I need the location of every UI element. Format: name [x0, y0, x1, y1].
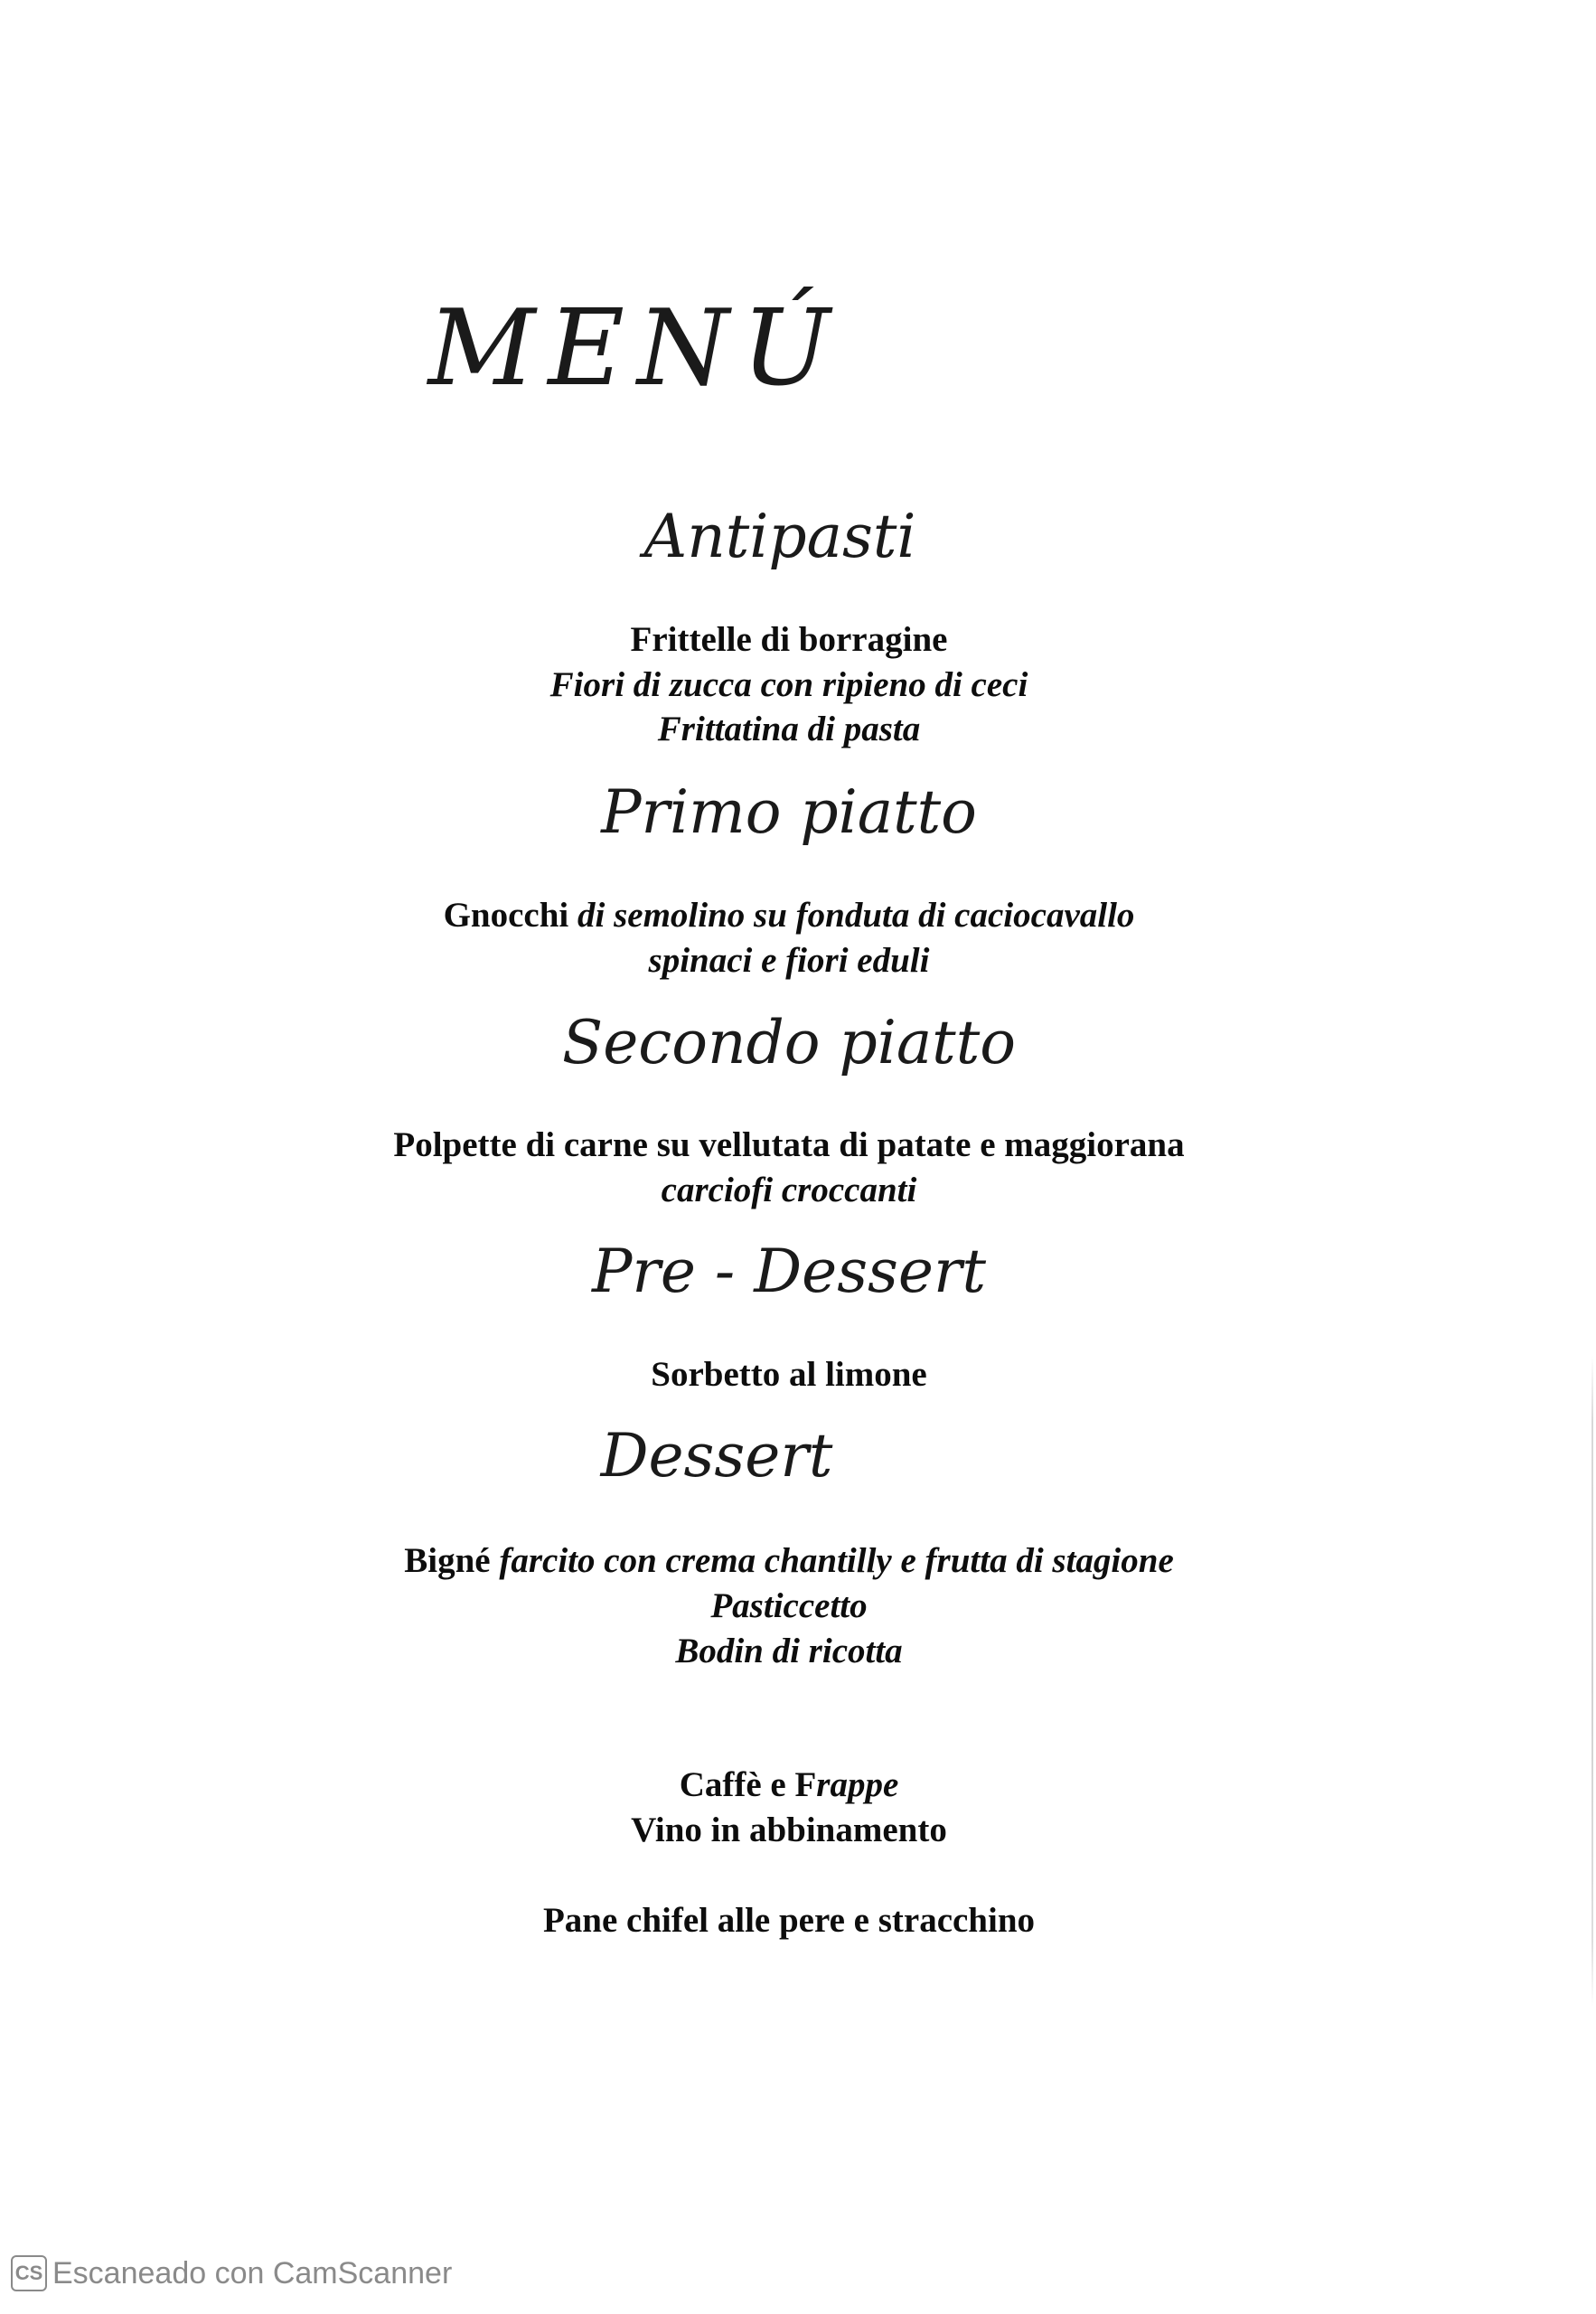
- primo-rest: di semolino su fonduta di caciocavallo: [568, 896, 1135, 935]
- dessert-line-2: Pasticcetto: [710, 1586, 868, 1625]
- dessert-line-3: Bodin di ricotta: [675, 1632, 903, 1670]
- antipasti-item-3: Frittatina di pasta: [657, 710, 921, 748]
- coffee-prefix: Caffè e F: [679, 1765, 817, 1804]
- secondo-rest: su vellutata di patate e maggiorana: [647, 1125, 1185, 1164]
- heading-antipasti: Antipasti: [643, 502, 916, 571]
- heading-primo-piatto: Primo piatto: [601, 777, 977, 847]
- dessert-rest: farcito con crema chantilly e frutta di stagione: [490, 1541, 1174, 1580]
- dessert-prefix: Bigné: [404, 1541, 491, 1580]
- bread-line: Pane chifel alle pere e stracchino: [542, 1901, 1036, 1940]
- scan-edge: [1591, 1356, 1593, 2007]
- predessert-item: Sorbetto al limone: [651, 1355, 927, 1394]
- menu-title: MENÚ: [427, 287, 843, 409]
- antipasti-item-2: Fiori di zucca con ripieno di ceci: [549, 665, 1028, 704]
- secondo-line-1: [0, 1123, 1587, 1168]
- coffee-rest: rappe: [816, 1765, 899, 1804]
- camscanner-label: Escaneado con CamScanner: [52, 2255, 453, 2290]
- antipasti-item-1: Frittelle di borragine: [630, 620, 948, 659]
- heading-pre-dessert: Pre - Dessert: [591, 1237, 987, 1306]
- wine-line: Vino in abbinamento: [631, 1811, 947, 1849]
- camscanner-watermark: [11, 2255, 452, 2291]
- secondo-line-2: carciofi croccanti: [661, 1171, 917, 1209]
- camscanner-logo-icon: CS: [11, 2255, 47, 2291]
- dessert-line-1: [0, 1538, 1587, 1584]
- primo-line-2: spinaci e fiori eduli: [648, 941, 930, 980]
- coffee-line: [0, 1763, 1587, 1808]
- heading-dessert: Dessert: [600, 1421, 833, 1491]
- heading-secondo-piatto: Secondo piatto: [562, 1008, 1016, 1077]
- primo-prefix: Gnocchi: [443, 896, 569, 935]
- secondo-prefix: Polpette di carne: [393, 1125, 648, 1164]
- primo-line-1: [0, 893, 1587, 938]
